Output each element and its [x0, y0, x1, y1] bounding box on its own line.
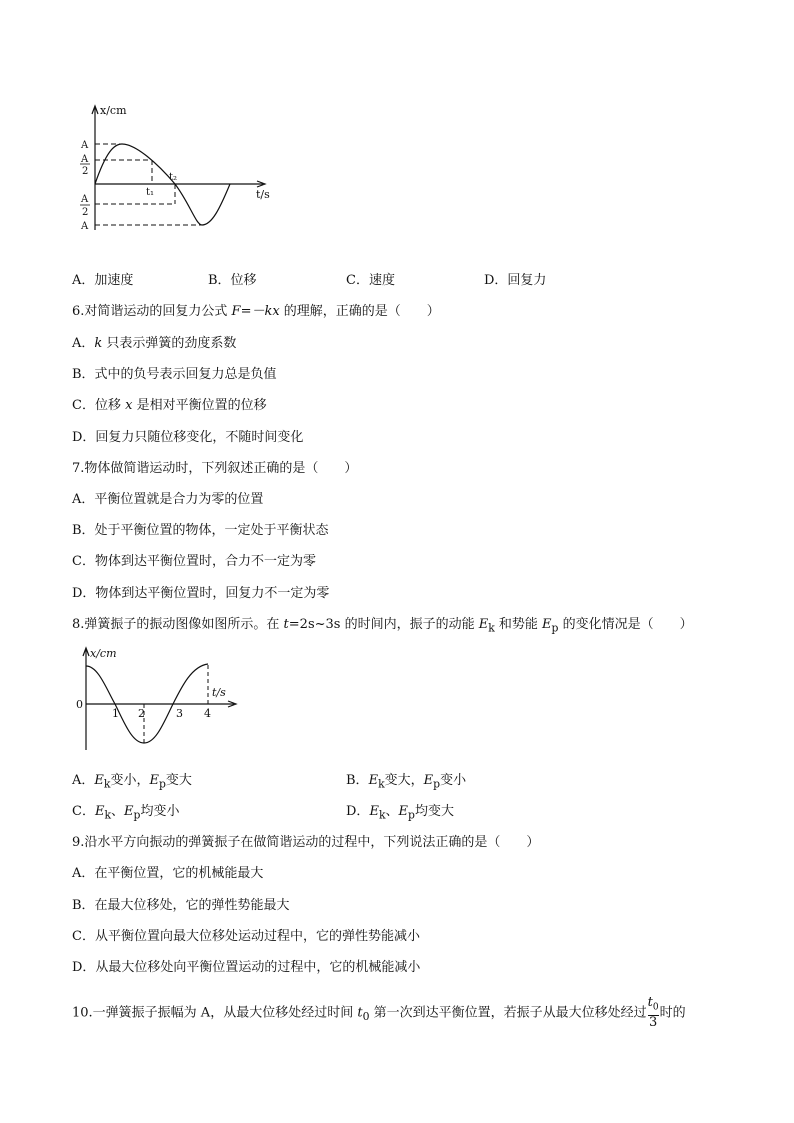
q10-fraction: $\frac{t_0}{3}$: [647, 995, 659, 1030]
fig1-x-axis-label: t/s: [256, 188, 270, 201]
q7-option-b: B．处于平衡位置的物体，一定处于平衡状态: [72, 523, 329, 538]
fig1-neg-half-den: 2: [82, 207, 89, 218]
q8-option-c: C．$E_k$、$E_p$均变小: [72, 804, 180, 822]
fig1-y-axis-label: x/cm: [100, 104, 127, 117]
q5-option-a: A．加速度: [72, 273, 134, 288]
fig1-tick-A: A: [81, 140, 89, 151]
q6-option-c: C．位移 x 是相对平衡位置的位移: [72, 398, 267, 413]
fig1-t1-label: t₁: [146, 187, 155, 198]
q6-option-b: B．式中的负号表示回复力总是负值: [72, 367, 277, 382]
q7-option-a: A．平衡位置就是合力为零的位置: [72, 492, 264, 507]
q7-option-c: C．物体到达平衡位置时，合力不一定为零: [72, 554, 316, 569]
fig2-y-axis-label: x/cm: [90, 647, 117, 660]
q10-stem: 10.一弹簧振子振幅为 A，从最大位移处经过时间 $t_0$ 第一次到达平衡位置，若振子从最大位移处经过 $\frac{t_0}{3}$ 时的: [72, 995, 686, 1030]
q8-option-d: D．$E_k$、$E_p$均变大: [346, 804, 454, 822]
fig1-t2-label: t₂: [169, 172, 178, 183]
q6-option-a: A．k 只表示弹簧的劲度系数: [72, 336, 237, 351]
q6-stem: 6.对简谐运动的回复力公式 F=－kx 的理解，正确的是（ ）: [72, 304, 440, 319]
fig2-tick-1: 1: [112, 707, 119, 720]
q8-option-b: B．$E_k$变大，$E_p$变小: [346, 773, 467, 791]
fig2-tick-2: 2: [138, 707, 145, 720]
figure-2-vibration-graph: [74, 644, 239, 754]
fig2-tick-4: 4: [204, 707, 211, 720]
fig2-tick-3: 3: [176, 707, 183, 720]
fig1-tick-half-num: A: [81, 154, 89, 165]
q9-stem: 9.沿水平方向振动的弹簧振子在做简谐运动的过程中，下列说法正确的是（ ）: [72, 835, 540, 850]
q5-option-c: C．速度: [346, 273, 395, 288]
q8-option-a: A．$E_k$变小，$E_p$变大: [72, 773, 192, 791]
q9-option-c: C．从平衡位置向最大位移处运动过程中，它的弹性势能减小: [72, 929, 420, 944]
fig1-tick-half-den: 2: [82, 166, 89, 177]
q7-option-d: D．物体到达平衡位置时，回复力不一定为零: [72, 586, 330, 601]
q8-stem: 8.弹簧振子的振动图像如图所示。在 t=2s~3s 的时间内，振子的动能 $E_k$ 和势能 $E_p$ 的变化情况是（ ）: [72, 617, 693, 635]
q9-option-b: B．在最大位移处，它的弹性势能最大: [72, 898, 290, 913]
q6-formula: F=－kx: [231, 304, 280, 319]
fig2-x-axis-label: t/s: [212, 686, 226, 699]
fig1-neg-A: A: [81, 221, 89, 232]
q5-option-d: D．回复力: [484, 273, 547, 288]
fig2-origin: 0: [76, 698, 83, 711]
q6-option-d: D．回复力只随位移变化，不随时间变化: [72, 430, 304, 445]
q9-option-d: D．从最大位移处向平衡位置运动的过程中，它的机械能减小: [72, 960, 421, 975]
figure-1-sine-graph: [78, 100, 288, 235]
q5-option-b: B．位移: [208, 273, 257, 288]
q9-option-a: A．在平衡位置，它的机械能最大: [72, 866, 264, 881]
fig1-neg-half-num: A: [81, 194, 89, 205]
q7-stem: 7.物体做简谐运动时，下列叙述正确的是（ ）: [72, 461, 358, 476]
